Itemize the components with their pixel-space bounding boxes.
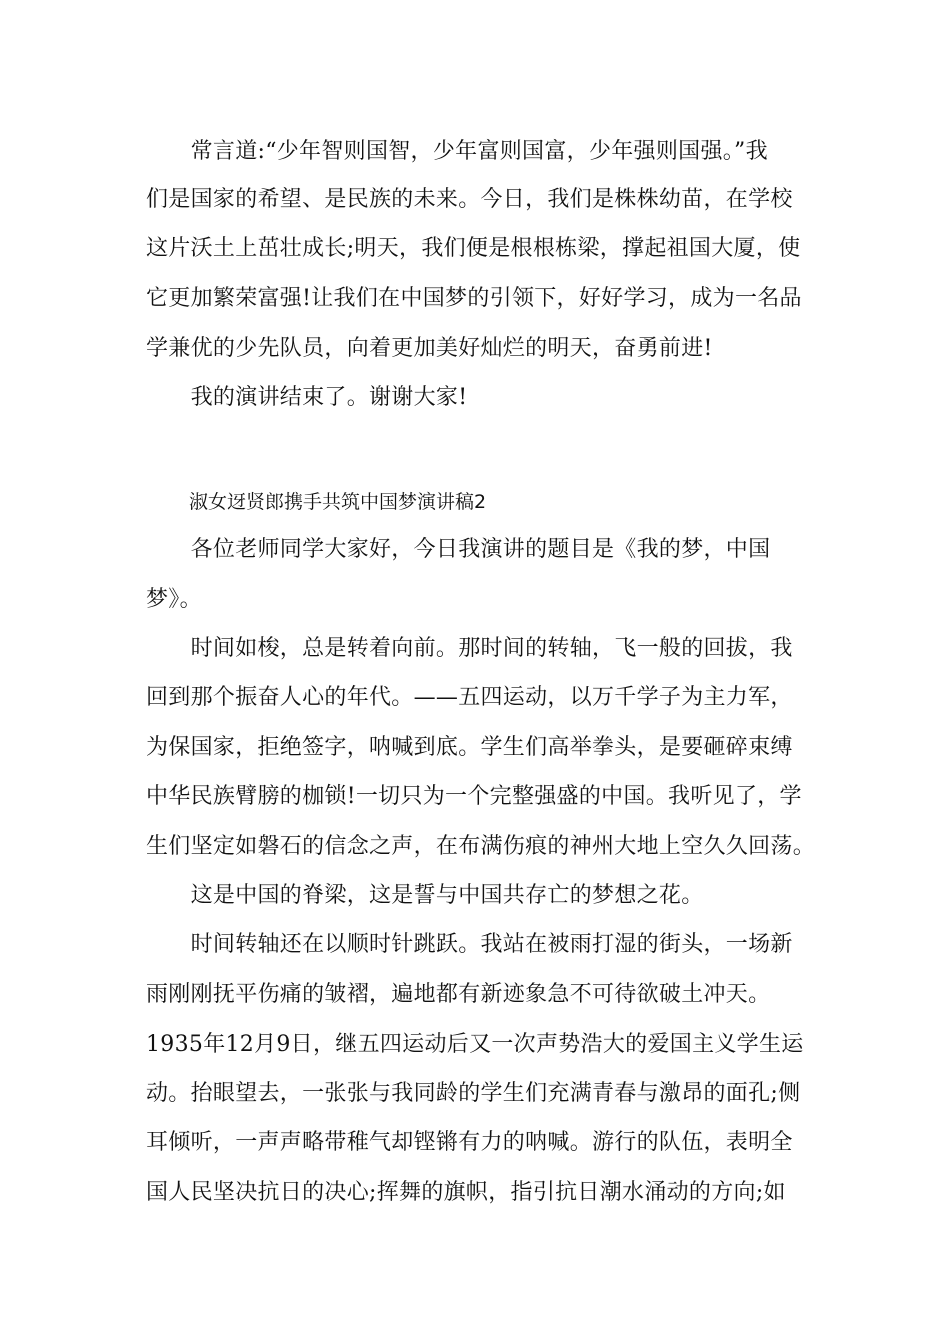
paragraph-line: 我的演讲结束了。谢谢大家! <box>146 385 468 410</box>
paragraph-line: 国人民坚决抗日的决心;挥舞的旗帜，指引抗日潮水涌动的方向;如 <box>146 1180 786 1205</box>
paragraph-line: 中华民族臂膀的枷锁!一切只为一个完整强盛的中国。我听见了，学 <box>146 784 802 809</box>
paragraph-line: 耳倾听，一声声略带稚气却铿锵有力的呐喊。游行的队伍，表明全 <box>146 1130 793 1155</box>
paragraph-line: 们是国家的希望、是民族的未来。今日，我们是株株幼苗，在学校 <box>146 187 793 212</box>
paragraph-line: 雨刚刚抚平伤痛的皱褶，遍地都有新迹象急不可待欲破土冲天。 <box>146 982 771 1007</box>
paragraph-line: 为保国家，拒绝签字，呐喊到底。学生们高举拳头，是要砸碎束缚 <box>146 735 793 760</box>
paragraph-line: 生们坚定如磐石的信念之声，在布满伤痕的神州大地上空久久回荡。 <box>146 834 816 859</box>
paragraph-line: 各位老师同学大家好，今日我演讲的题目是《我的梦，中国 <box>146 537 771 562</box>
paragraph-line: 梦》。 <box>146 587 202 612</box>
paragraph-line: 时间转轴还在以顺时针跳跃。我站在被雨打湿的街头，一场新 <box>146 932 793 957</box>
section-title: 淑女迓贤郎携手共筑中国梦演讲稿2 <box>189 491 487 513</box>
paragraph-line: 常言道:“少年智则国智，少年富则国富，少年强则国强。”我 <box>146 139 768 164</box>
paragraph-line: 回到那个振奋人心的年代。——五四运动，以万千学子为主力军， <box>146 685 793 710</box>
paragraph-line: 它更加繁荣富强!让我们在中国梦的引领下，好好学习，成为一名品 <box>146 286 802 311</box>
paragraph-line: 这是中国的脊梁，这是誓与中国共存亡的梦想之花。 <box>146 883 704 908</box>
paragraph-line: 1935年12月9日，继五四运动后又一次声势浩大的爱国主义学生运 <box>146 1032 804 1057</box>
paragraph-line: 学兼优的少先队员，向着更加美好灿烂的明天，奋勇前进! <box>146 336 713 361</box>
paragraph-line: 时间如梭，总是转着向前。那时间的转轴，飞一般的回拔，我 <box>146 636 793 661</box>
paragraph-line: 动。抬眼望去，一张张与我同龄的学生们充满青春与激昂的面孔;侧 <box>146 1081 801 1106</box>
paragraph-line: 这片沃土上茁壮成长;明天，我们便是根根栋梁，撑起祖国大厦，使 <box>146 236 801 261</box>
